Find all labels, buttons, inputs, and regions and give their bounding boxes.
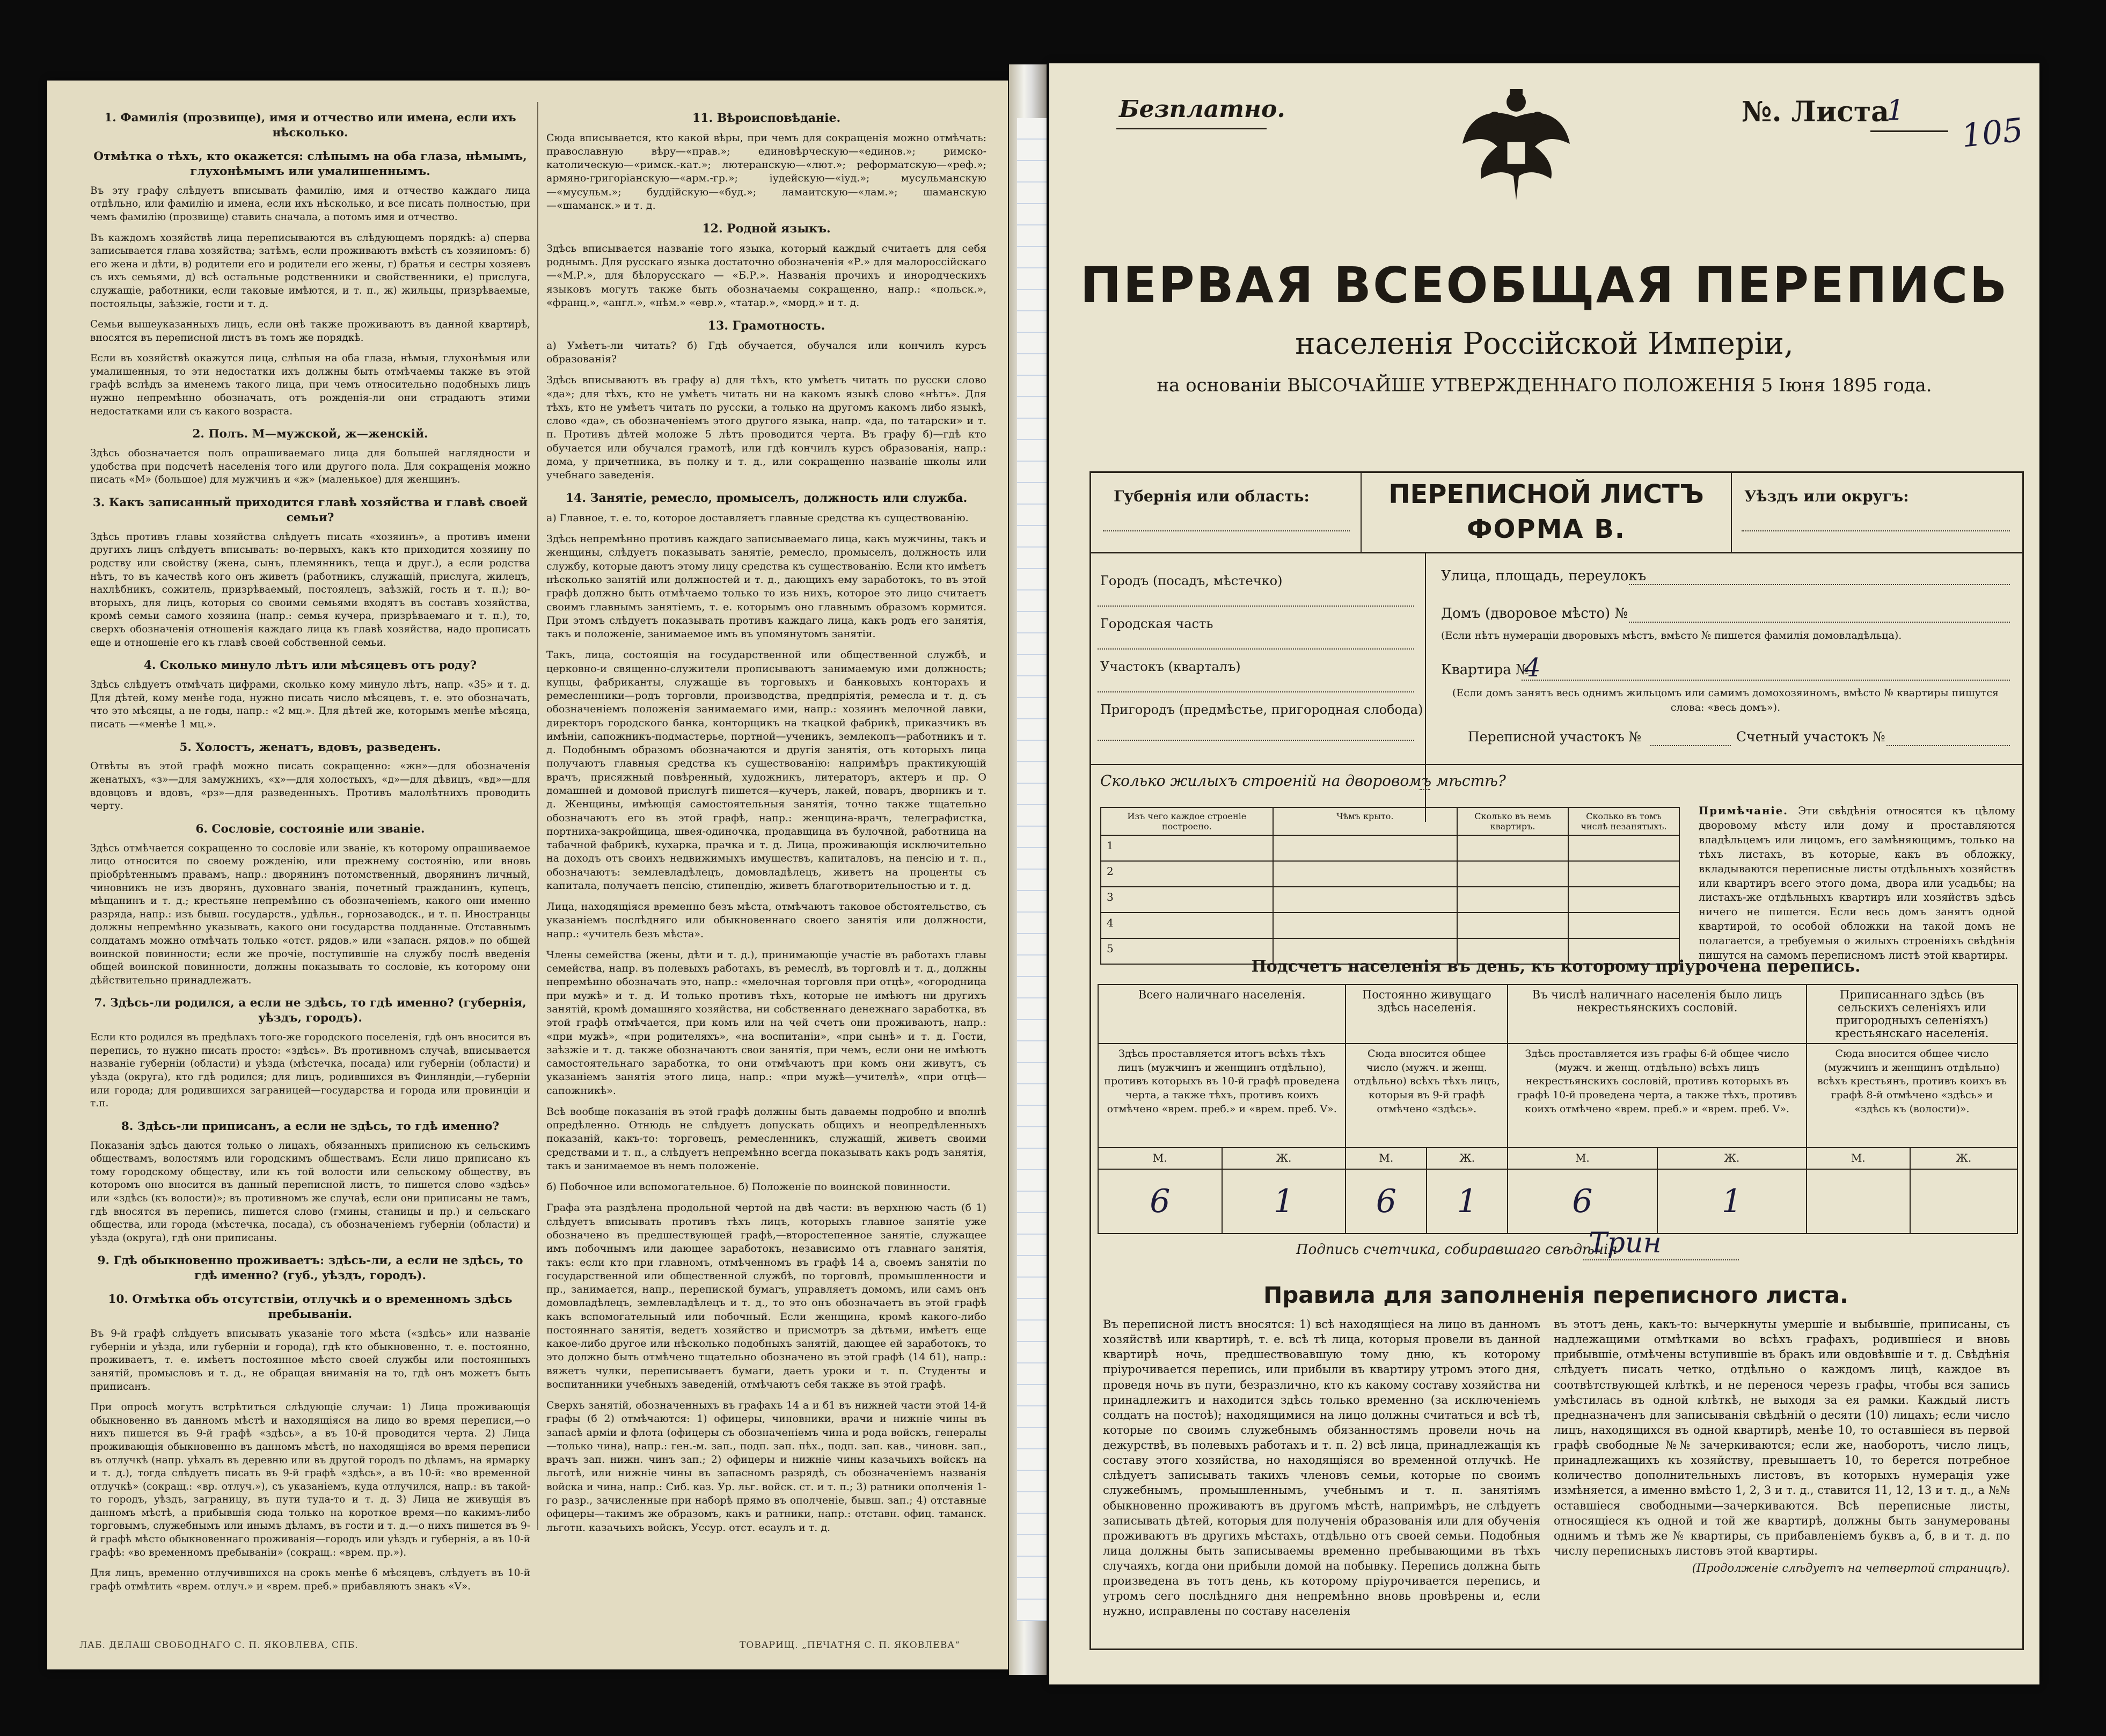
signature-field[interactable] [1583,1259,1739,1260]
house-field[interactable] [1629,622,2010,623]
buildings-cell[interactable] [1568,861,1679,887]
rules-title: Правила для заполненія переписного листа. [1263,1282,1848,1308]
enumerator-signature: Трин [1589,1227,1662,1259]
enumerator-signature-label: Подпись счетчика, собиравшаго свѣдѣнія [1296,1242,1618,1258]
street-label: Улица, площадь, переулокъ [1441,568,1647,584]
population-title: Подсчетъ населенія въ день, къ которому пріурочена перепись. [1251,957,1861,976]
instruction-paragraph: Въ 9-й графѣ слѣдуетъ вписывать указаніе того мѣста («здѣсь» или названіе губерніи и уѣзда, или губерніи и города), гдѣ кто обыкновенно, т. е. постоянно, проживаетъ, т. е. имѣетъ постоянное мѣсто своей службы или постоянныхъ занятій, промысловъ и т. д., не обращая вниманія на то, гдѣ онъ можетъ быть приписанъ. [90,1328,530,1392]
population-desc-present: Здѣсь проставляется итогъ всѣхъ тѣхъ лицъ (мужчинъ и женщинъ отдѣльно), противъ которыхъ въ 10-й графѣ проведена черта, а также тѣхъ, противъ коихъ отмѣчено «врем. преб.» и «врем. преб. V». [1098,1044,1346,1148]
instruction-paragraph: Семьи вышеуказанныхъ лицъ, если онѣ также проживаютъ въ данной квартирѣ, вносятся въ переписной листъ въ томъ же порядкѣ. [90,319,530,344]
form-header-divider [1731,471,1732,552]
province-label: Губернія или область: [1114,487,1310,505]
instruction-paragraph: Здѣсь вписываютъ въ графу а) для тѣхъ, кто умѣетъ читать по русски слово «да»; для тѣхъ, кто не умѣетъ читать ни на какомъ языкѣ слово «нѣтъ». Для тѣхъ, кто не умѣетъ читать по русски, а только на другомъ какомъ либо языкѣ, слово «да», съ обозначеніемъ этого другого языка, напр. «да, по татарски» и т. п. Противъ дѣтей моложе 5 лѣтъ проводится черта. Въ графу б)—гдѣ кто обучается или обучался грамотѣ, или гдѣ кончилъ курсъ образованія, напр.: дома, у причетника, въ полку и т. д., или сокращенно названіе школы или учебнаго заведенія. [546,374,986,482]
house-note: (Если нѣтъ нумераціи дворовыхъ мѣстъ, вмѣсто № пишется фамилія домовладѣльца). [1441,630,1902,641]
male-column-label: М. [1807,1148,1910,1169]
buildings-question: Сколько жилыхъ строеній на дворовомъ мѣстѣ? [1100,772,1506,790]
house-label: Домъ (дворовое мѣсто) № [1441,606,1628,622]
instruction-paragraph: Графа эта раздѣлена продольной чертой на двѣ части: въ верхнюю часть (б 1) слѣдуетъ вписывать противъ тѣхъ лицъ, которыхъ главное занятіе уже обозначено въ предшествующей графѣ,—второстепенное занятіе, служащее имъ побочнымъ или дающее заработокъ, независимо отъ главнаго занятія, такъ: если кто при главномъ, отмѣченномъ въ графѣ 14 а, своемъ занятіи по государственной или общественной службѣ, по торговлѣ, промышленности и пр., занимается, напр., перепиской бумагъ, управляетъ домомъ, или самъ онъ домовладѣлецъ, землевладѣлецъ и т. д., то это онъ обозначаетъ въ этой графѣ какъ вспомогательный или побочный. Если женщина, кромѣ какого-либо постояннаго занятія, ведетъ хозяйство и присмотръ за дѣтьми, имѣетъ еще какое-либо другое или нѣсколько подобныхъ занятій, дающее ей заработокъ, то это должно быть отмѣчено тщательно обозначено въ этой графѣ (14 б1), напр.: вяжетъ чулки, переписываетъ бумаги, даетъ уроки и т. п. Студенты и воспитанники учебныхъ заведеній, отмѣчаютъ себя также въ этой графѣ. [546,1202,986,1390]
suburb-label: Пригородъ (предмѣстье, пригородная слобода) [1100,702,1423,717]
female-column-label: Ж. [1657,1148,1807,1169]
population-desc-peasant: Сюда вносится общее число (мужчинъ и женщинъ отдѣльно) всѣхъ крестьянъ, противъ коихъ въ графѣ 8-й отмѣчено «здѣсь» и «здѣсь къ (волости)». [1807,1044,2017,1148]
peasant-female-count[interactable] [1910,1169,2017,1234]
instruction-paragraph: Отвѣты въ этой графѣ можно писать сокращенно: «жн»—для обозначенія женатыхъ, «з»—для замужнихъ, «х»—для холостыхъ, «д»—для дѣвицъ, «вд»—для вдовцовъ и вдовъ, «рз»—для разведенныхъ. Противъ малолѣтнихъ проводить черту. [90,761,530,812]
buildings-header-vacant: Сколько въ томъ числѣ незанятыхъ. [1568,807,1679,835]
instruction-paragraph: а) Умѣетъ-ли читать? б) Гдѣ обучается, обучался или кончилъ курсъ образованія? [546,339,986,365]
buildings-table [1100,807,1680,965]
population-table [1098,984,2018,1234]
instructions-column-1 [90,102,530,1601]
instruction-paragraph: Для лицъ, временно отлучившихся на срокъ менѣе 6 мѣсяцевъ, слѣдуетъ въ 10-й графѣ отмѣтить «врем. отлуч.» и «врем. преб.» прибавляютъ знакъ «V». [90,1567,530,1592]
instruction-paragraph: Лица, находящіяся временно безъ мѣста, отмѣчаютъ таковое обстоятельство, съ указаніемъ послѣдняго или обыкновеннаго своего занятія или должности, напр.: «учитель безъ мѣста». [546,901,986,940]
permanent-male-count[interactable]: 6 [1346,1169,1427,1234]
population-head-permanent: Постоянно живущаго здѣсь населенія. [1346,984,1508,1044]
instruction-heading: 12. Родной языкъ. [702,222,831,236]
instruction-paragraph: Здѣсь обозначается полъ опрашиваемаго лица для большей наглядности и удобства при подсчетѣ населенія того или другого пола. Для сокращенія можно писать «М» (большое) для мужчинъ и «ж» (маленькое) для женщинъ. [90,448,530,486]
census-legal-basis: на основаніи ВЫСОЧАЙШЕ УТВЕРЖДЕННАГО ПОЛОЖЕНІЯ 5 Іюня 1895 года. [1157,375,1932,396]
instruction-heading: 2. Полъ. М—мужской, ж—женскій. [192,427,428,441]
instruction-heading: 10. Отмѣтка объ отсутствіи, отлучкѣ и о временномъ здѣсь пребываніи. [108,1293,513,1322]
instruction-paragraph: Сюда вписывается, кто какой вѣры, при чемъ для сокращенія можно отмѣчать: православную вѣру—«прав.»; единовѣрческую—«единов.»; римско-католическую—«римск.-кат.»; лютеранскую—«лют.»; реформатскую—«реф.»; армяно-григоріанскую—«арм.-гр.»; іудейскую—«іуд.»; мусульманскую—«мусульм.»; буддійскую—«буд.»; ламаитскую—«лам.»; шаманскую—«шаманск.» и т. д. [546,132,986,211]
instructions-page [47,81,1008,1669]
permanent-female-count[interactable]: 1 [1427,1169,1508,1234]
instruction-paragraph: Въ эту графу слѣдуетъ вписывать фамилію, имя и отчество каждаго лица отдѣльно, или фамилію и имена, если ихъ нѣсколько, и все писать полностью, при чемъ фамилію (прозвище) ставить сначала, а потомъ имя и отчество. [90,185,530,223]
instruction-heading: 8. Здѣсь-ли приписанъ, а если не здѣсь, то гдѣ именно? [121,1119,500,1133]
buildings-row-number: 1 [1101,835,1273,861]
ruled-paper-strip [1017,118,1047,1621]
instruction-paragraph: Если кто родился въ предѣлахъ того-же городского поселенія, гдѣ онъ вносится въ перепись, то нужно писать просто: «здѣсь». Въ противномъ случаѣ, вписывается названіе губерніи (области) и уѣзда (мѣстечка, посада) или губерніи (области) и уѣзда (округа), кто гдѣ родился; для лицъ, родившихся въ Финляндіи,—губерніи или города; для родившихся заграницей—государства и города или провинціи и т.п. [90,1032,530,1110]
buildings-note-title: Примѣчаніе. [1699,805,1788,817]
sheet-number-label: №. Листа [1742,96,1889,128]
nonpeasant-male-count[interactable]: 6 [1508,1169,1657,1234]
male-column-label: М. [1346,1148,1427,1169]
instruction-paragraph: Сверхъ занятій, обозначенныхъ въ графахъ 14 а и б1 въ нижней части этой 14-й графы (б 2) отмѣчаются: 1) офицеры, чиновники, врачи и нижніе чины въ запасѣ арміи и флота (офицеры съ обозначеніемъ чина и рода войскъ, генералы—только чина), напр.: ген.-м. зап., подп. зап. пѣх., подп. зап. кав., чиновн. зап., врачъ зап. нижн. чинъ зап.; 2) офицеры и нижніе чины казачьихъ войскъ на льготѣ, или нижніе чины въ запасномъ разрядѣ, съ обозначеніемъ названія войска и чина, напр.: Сиб. каз. Ур. льг. войск. ст. и т. п.; 3) ратники ополченія 1-го разр., зачисленные при наборѣ прямо въ ополченіе, бывш. зап.; 4) отставные офицеры—такимъ же образомъ, какъ и ратники, напр.: отставн. офиц. таманск. льготн. казачьихъ войскъ, Уссур. отст. есаулъ и т. д. [546,1399,986,1534]
sheet-number-value: 1 [1886,94,1905,127]
instruction-paragraph: Такъ, лица, состоящія на государственной или общественной службѣ, и церковно-и священно-служители прописываютъ занимаемую ими должность; купцы, фабриканты, служащіе въ торговыхъ и банковыхъ конторахъ и ремесленники—родъ торговли, производства, предпріятія, ремесла и т. д. съ обозначеніемъ положенія занимаемаго ими, напр.: хозяинъ мелочной лавки, директоръ городского банка, конторщикъ на ткацкой фабрикѣ, приказчикъ въ имѣніи, сапожникъ-подмастерье, портной—ученикъ, землекопъ—работникъ и т. д. Подобнымъ образомъ обозначаются и другія занятія, отъ которыхъ лица получаютъ главныя средства къ существованію: напримѣръ практикующій врачъ, присяжный повѣренный, художникъ, литераторъ, актеръ и пр. О домашней и домовой прислугѣ пишется—кучеръ, лакей, поваръ, дворникъ и т. д. Женщины, имѣющія самостоятельныя занятія, точно также тщательно обозначаютъ его въ этой графѣ, напр.: женщина-врачъ, телеграфистка, портниха-закройщица, швея-одиночка, продавщица въ булочной, работница на табачной фабрикѣ, кухарка, прачка и т. д. Лица, проживающія исключительно на доходъ отъ своихъ недвижимыхъ имуществъ, капиталовъ, на пенсію и т. п., обозначаютъ: землевладѣлецъ, домовладѣлецъ, живетъ на проценты съ капитала, получаетъ пенсію, стипендію, живетъ благотворительностью и т. д. [546,649,986,892]
instruction-heading: 4. Сколько минуло лѣтъ или мѣсяцевъ отъ роду? [143,659,477,673]
female-column-label: Ж. [1910,1148,2017,1169]
buildings-cell[interactable] [1457,835,1568,861]
column-divider [537,102,538,1530]
address-bottom-rule [1089,764,2022,765]
city-field[interactable] [1098,606,1414,607]
census-precinct-field[interactable] [1650,745,1731,746]
buildings-header-apartments: Сколько въ немъ квартиръ. [1457,807,1568,835]
free-label: Безплатно. [1119,96,1285,123]
instruction-heading: 13. Грамотность. [707,319,825,333]
count-precinct-field[interactable] [1886,745,2010,746]
male-column-label: М. [1098,1148,1222,1169]
suburb-field[interactable] [1098,740,1414,741]
buildings-header-material: Изъ чего каждое строеніе построено. [1101,807,1273,835]
buildings-cell[interactable] [1457,861,1568,887]
buildings-count-field[interactable] [1420,789,1430,790]
apartment-label: Квартира № [1441,662,1529,678]
instruction-paragraph: Здѣсь непремѣнно противъ каждаго записываемаго лица, какъ мужчины, такъ и женщины, слѣдуетъ показывать занятіе, ремесло, промыселъ, должность или службу, которые даютъ этому лицу средства къ существованію. Если кто имѣетъ нѣсколько занятій или должностей и т. д., дающихъ ему заработокъ, то въ этой графѣ должно быть отмѣчаемо только то изъ нихъ, которое это лицо считаетъ своимъ главнымъ занятіемъ, т. е. которымъ оно главнымъ образомъ кормится. При этомъ слѣдуетъ показывать противъ каждаго лица, какъ родъ его занятія, такъ и положеніе, занимаемое имъ въ упомянутомъ занятіи. [546,533,986,640]
instruction-paragraph: При опросѣ могутъ встрѣтиться слѣдующіе случаи: 1) Лица проживающія обыкновенно въ данномъ мѣстѣ и находящіяся на лицо во время переписи,—о нихъ пишется въ 9-й графѣ «здѣсь», а въ 10-й проводится черта. 2) Лица проживающія обыкновенно въ данномъ мѣстѣ, но находящіяся во время переписи въ отлучкѣ (напр. уѣхалъ въ деревню или въ другой городъ по дѣламъ, на ярмарку и т. д.), тогда слѣдуетъ писать въ 9-й графѣ «здѣсь», а въ 10-й: «во временной отлучкѣ» (сокращ.: «вр. отлуч.»), съ указаніемъ, куда отлучился, напр.: въ такой-то городъ, уѣздъ, заграницу, въ пути туда-то и т. д. 3) Лица не живущія въ данномъ мѣстѣ, а прибывшія сюда только на короткое время—по какимъ-либо торговымъ, служебнымъ или инымъ дѣламъ, въ гости и т. д.—о нихъ пишется въ 9-й графѣ мѣсто обыкновеннаго проживанія—городъ или уѣздъ и губернія, а въ 10-й графѣ: «во временномъ пребываніи» (сокращ.: «врем. пр.»). [90,1402,530,1558]
city-part-label: Городская часть [1100,616,1213,631]
instruction-heading: 5. Холостъ, женатъ, вдовъ, разведенъ. [179,740,441,754]
archive-number: 105 [1959,111,2025,155]
instruction-heading: 9. Гдѣ обыкновенно проживаетъ: здѣсь-ли, а если не здѣсь, то гдѣ именно? (губ., уѣздъ, городъ). [97,1254,523,1283]
count-precinct-label: Счетный участокъ № [1736,729,1885,745]
instruction-heading: 3. Какъ записанный приходится главѣ хозяйства и главѣ своей семьи? [92,495,528,524]
sheet-number-underline [1870,130,1948,132]
instruction-heading: 1. Фамилія (прозвище), имя и отчество или имена, если ихъ нѣсколько. [104,111,516,140]
population-desc-permanent: Сюда вносится общее число (мужч. и женщ. отдѣльно) всѣхъ тѣхъ лицъ, которыя въ 9-й графѣ отмѣчено «здѣсь». [1346,1044,1508,1148]
buildings-header-roof: Чѣмъ крыто. [1273,807,1457,835]
census-form-page [1049,63,2039,1684]
rules-right-text: въ этотъ день, какъ-то: вычеркнуты умершіе и выбывшіе, приписаны, съ надлежащими отмѣтками во всѣхъ графахъ, родившіеся и вновь прибывшіе, отмѣчены вступившіе въ бракъ или овдовѣвшіе и т. д. Свѣдѣнія слѣдуетъ писать четко, отдѣльно о каждомъ лицѣ, каждое въ соотвѣтствующей клѣткѣ, и не перенося черезъ графы, чтобы вся запись умѣстилась въ одной клѣткѣ, не выходя за ея рамки. Каждый листъ предназначенъ для записыванія свѣдѣній о десяти (10) лицахъ; если число лицъ, находящихся въ одной квартирѣ, менѣе 10, то оставшіеся въ первой графѣ свободные №№ зачеркиваются; если же, наоборотъ, число лицъ, принадлежащихъ къ хозяйству, превышаетъ 10, то берется потребное количество дополнительныхъ листовъ, въ которыхъ нумерація уже измѣняется, а именно вмѣсто 1, 2, 3 и т. д., ставится 11, 12, 13 и т. д., а №№ оставшіеся свободными—зачеркиваются. Всѣ переписные листы, относящіеся къ одной и той же квартирѣ, должны быть занумерованы однимъ и тѣмъ же № квартиры, съ прибавленіемъ буквъ а, б, в и т. д. по числу переписныхъ листовъ этой квартиры. [1554,1318,2010,1557]
apartment-value: 4 [1524,653,1541,683]
population-head-peasant: Приписаннаго здѣсь (въ сельскихъ селеніяхъ или пригородныхъ селеніяхъ) крестьянскаго населенія. [1807,984,2017,1044]
city-label: Городъ (посадъ, мѣстечко) [1100,573,1283,588]
buildings-cell[interactable] [1457,913,1568,938]
instruction-paragraph: Члены семейства (жены, дѣти и т. д.), принимающіе участіе въ работахъ главы семейства, напр. въ полевыхъ работахъ, въ ремеслѣ, въ торговлѣ и т. д., должны непремѣнно обозначать это, напр.: «мелочная торговля при отцѣ», «огородница при мужѣ» и т. д. И только противъ тѣхъ, которые не имѣютъ ни другихъ занятій, кромѣ домашняго хозяйства, ни собственнаго денежнаго заработка, въ этой графѣ отмѣчается, при комъ или на чей счетъ они проживаютъ, напр.: «при мужѣ», «при родителяхъ», «на воспитаніи», «при сынѣ» и т. д. Гости, заѣзжіе и т. д. также обозначаютъ свои занятія, при чемъ, если они не имѣютъ самостоятельнаго заработка, то они отмѣчаютъ при комъ они живутъ, съ указаніемъ занятія этого лица, напр.: «при мужѣ—учителѣ», «при отцѣ—сапожникѣ». [546,949,986,1097]
population-desc-nonpeasant: Здѣсь проставляется изъ графы 6-й общее число (мужч. и женщ. отдѣльно) всѣхъ лицъ некрестьянскихъ сословій, противъ которыхъ въ графѣ 10-й проведена черта, а также тѣхъ, противъ коихъ отмѣчено «врем. преб.» и «врем. преб. V». [1508,1044,1807,1148]
male-column-label: М. [1508,1148,1657,1169]
buildings-cell[interactable] [1273,887,1457,913]
buildings-cell[interactable] [1568,835,1679,861]
population-head-present: Всего наличнаго населенія. [1098,984,1346,1044]
buildings-cell[interactable] [1273,861,1457,887]
district-field[interactable] [1742,530,2010,531]
buildings-cell[interactable] [1568,887,1679,913]
instruction-paragraph: Здѣсь противъ главы хозяйства слѣдуетъ писать «хозяинъ», а противъ имени другихъ лицъ слѣдуетъ вписывать: во-первыхъ, какъ кто приходится хозяину по родству или свойству (жена, сынъ, племянникъ, теща и друг.), а если родства нѣтъ, то въ качествѣ кого онъ живетъ (работникъ, служащій, прислуга, жилецъ, нахлѣбникъ, сожитель, призрѣваемый, постоялецъ, заѣзжій, гость и т. п.); во-вторыхъ, для лицъ, которыя со своими семьями входятъ въ составъ хозяйства, кромѣ семьи самого хозяина (напр.: семья кучера, призрѣваемаго и т. п.), то, сверхъ обозначенія отношенія каждаго лица къ главѣ хозяйства, надо прописать еще и отношеніе его къ главѣ своей собственной семьи. [90,531,530,648]
female-column-label: Ж. [1222,1148,1346,1169]
instruction-heading: Отмѣтка о тѣхъ, кто окажется: слѣпымъ на оба глаза, нѣмымъ, глухонѣмымъ или умалишеннымъ. [93,149,527,178]
buildings-row-number: 4 [1101,913,1273,938]
apartment-field[interactable] [1522,680,2010,681]
city-part-field[interactable] [1098,648,1414,650]
precinct-field[interactable] [1098,691,1414,692]
rules-left-column [1103,1317,1540,1619]
double-headed-eagle-icon [1457,85,1575,208]
present-male-count[interactable]: 6 [1098,1169,1222,1234]
instruction-heading: 6. Сословіе, состояніе или званіе. [195,822,425,836]
apartment-note: (Если домъ занятъ весь однимъ жильцомъ или самимъ домохозяиномъ, вмѣсто № квартиры пишутся слова: «весь домъ»). [1452,687,1999,713]
rules-left-text: Въ переписной листъ вносятся: 1) всѣ находящіеся на лицо въ данномъ хозяйствѣ или квартирѣ, т. е. всѣ тѣ лица, которыя провели въ данной квартирѣ ночь, предшествовавшую тому дню, къ которому пріурочивается перепись, или прибыли въ квартиру утромъ этого дня, проведя ночь въ пути, безразлично, кто къ какому составу хозяйства ни принадлежитъ и находится здѣсь только временно (за исключеніемъ солдатъ на постоѣ); находящимися на лицо должны считаться и всѣ тѣ, которые по своимъ служебнымъ обязанностямъ провели ночь на дежурствѣ, въ полевыхъ работахъ и т. п. 2) всѣ лица, принадлежащія къ составу этого хозяйства, но находящіяся во временной отлучкѣ. Не слѣдуетъ записывать такихъ членовъ семьи, которые по своимъ служебнымъ, промышленнымъ, учебнымъ и т. п. занятіямъ обыкновенно проживаютъ въ другомъ мѣстѣ, напримѣръ, не слѣдуетъ записывать дѣтей, которыя для полученія образованія или для обученія проживаютъ въ другихъ мѣстахъ, отдѣльно отъ своей семьи. Подобныя лица должны быть записываемы временно пребывающими въ тѣхъ случаяхъ, когда они прибыли домой на побывку. Перепись должна быть произведена въ тотъ день, къ которому пріурочивается перепись, и утромъ сего послѣдняго дня непремѣнно вновь провѣрены и, если нужно, исправлены по составу населенія [1103,1318,1540,1618]
census-precinct-label: Переписной участокъ № [1468,729,1642,745]
buildings-row-number: 3 [1101,887,1273,913]
buildings-cell[interactable] [1273,835,1457,861]
rules-right-column [1554,1317,2010,1575]
instruction-paragraph: Здѣсь слѣдуетъ отмѣчать цифрами, сколько кому минуло лѣтъ, напр. «35» и т. д. Для дѣтей, кому менѣе года, нужно писать число мѣсяцевъ, т. е. это обозначать, что это мѣсяцы, а не годы, напр.: «2 мц.». Для дѣтей же, которымъ менѣе мѣсяца, писать —«менѣе 1 мц.». [90,679,530,730]
nonpeasant-female-count[interactable]: 1 [1657,1169,1807,1234]
province-field[interactable] [1103,530,1350,531]
printer-imprint-left: ЛАБ. ДЕЛАШ СВОБОДНАГО С. П. ЯКОВЛЕВА, СПБ. [79,1640,359,1651]
female-column-label: Ж. [1427,1148,1508,1169]
form-header-bottom [1089,552,2022,553]
census-subtitle: населенія Россійской Имперіи, [1295,326,1794,361]
buildings-cell[interactable] [1273,913,1457,938]
peasant-male-count[interactable] [1807,1169,1910,1234]
instruction-paragraph: Здѣсь отмѣчается сокращенно то сословіе или званіе, къ которому опрашиваемое лицо относится по своему рожденію, или прежнему состоянію, или вновь пріобрѣтеннымъ правамъ, напр.: дворянинъ потомственный, дворянинъ личный, чиновникъ не изъ дворянъ, духовнаго званія, почетный гражданинъ, купецъ, мѣщанинъ и т. д.; крестьяне непремѣнно съ обозначеніемъ, какого они именно разряда, напр.: изъ бывш. государств., удѣльн., горнозаводск., и т. п. Иностранцы должны непремѣнно указывать, какого они государства подданные. Отставнымъ солдатамъ можно отмѣчать только «отст. рядов.» или «запасн. рядов.» по общей воинской повинности; если же прочіе, поступившіе на службу послѣ введенія общей воинской повинности, должны показывать то сословіе, къ которому они дѣйствительно принадлежатъ. [90,842,530,986]
instruction-paragraph: а) Главное, т. е. то, которое доставляетъ главные средства къ существованію. [546,512,969,524]
instruction-paragraph: Если въ хозяйствѣ окажутся лица, слѣпыя на оба глаза, нѣмыя, глухонѣмыя или умалишенныя, то эти недостатки ихъ должны быть отмѣчаемы также въ этой графѣ вслѣдъ за именемъ такого лица, при чемъ относительно подобныхъ лицъ нужно непремѣнно обозначать, отъ рожденія-ли они страдаютъ этими недостатками или съ какого возраста. [90,353,530,417]
present-female-count[interactable]: 1 [1222,1169,1346,1234]
buildings-cell[interactable] [1568,913,1679,938]
instruction-paragraph: Показанія здѣсь даются только о лицахъ, обязанныхъ приписною къ сельскимъ обществамъ, волостямъ или городскимъ обществамъ. Если лицо приписано къ тому городскому обществу, или къ той волости или сельскому обществу, въ которомъ оно вносится въ данный переписной листъ, то пишется слово «здѣсь» или «здѣсь (къ волости)»; въ противномъ же случаѣ, если они приписаны не тамъ, гдѣ вносятся въ перепись, пишется слово (гмины, станицы и пр.) и сельскаго общества, или города (мѣстечка, посада), съ обозначеніемъ губерніи (области) и уѣзда (округа), гдѣ они приписаны. [90,1140,530,1244]
district-label: Уѣздъ или округъ: [1744,487,1909,505]
form-title: ФОРМА В. [1466,514,1626,544]
population-head-nonpeasant: Въ числѣ наличнаго населенія было лицъ некрестьянскихъ сословій. [1508,984,1807,1044]
instruction-paragraph: б) Побочное или вспомогательное. б) Положеніе по воинской повинности. [546,1181,951,1193]
free-label-underline [1116,128,1267,129]
instructions-column-2 [546,102,986,1542]
buildings-row-number: 5 [1101,938,1273,964]
buildings-note-text: Эти свѣдѣнія относятся къ цѣлому дворовому мѣсту или дому и проставляются владѣльцемъ или лицомъ, его замѣняющимъ, только на тѣхъ листахъ, въ которые, какъ въ обложку, вкладываются переписные листы отдѣльныхъ хозяйствъ или квартиръ всего этого дома, двора или усадьбы; на листахъ-же отдѣльныхъ квартиръ или хозяйствъ здѣсь ничего не пишется. Если весь домъ занятъ одной квартирой, то особой обложки на такой домъ не полагается, а требуемыя о жилыхъ строеніяхъ свѣдѣнія пишутся на самомъ переписномъ листѣ этой квартиры. [1699,805,2015,962]
sheet-title: ПЕРЕПИСНОЙ ЛИСТЪ [1388,479,1704,509]
instruction-paragraph: Всѣ вообще показанія въ этой графѣ должны быть даваемы подробно и вполнѣ опредѣленно. Отнюдь не слѣдуетъ допускать общихъ и неопредѣленныхъ показаній, какъ-то: торговецъ, ремесленникъ, служащій, живетъ своими средствами и т. п., а слѣдуетъ непремѣнно всегда показывать какъ родъ занятія, такъ и занимаемое въ немъ положеніе. [546,1105,986,1172]
rules-continuation: (Продолженіе слѣдуетъ на четвертой страницѣ). [1692,1562,2010,1574]
instruction-heading: 11. Вѣроисповѣданіе. [692,111,841,125]
census-main-title: ПЕРВАЯ ВСЕОБЩАЯ ПЕРЕПИСЬ [1080,257,2009,314]
buildings-row-number: 2 [1101,861,1273,887]
buildings-cell[interactable] [1457,887,1568,913]
instruction-paragraph: Здѣсь вписывается названіе того языка, который каждый считаетъ для себя роднымъ. Для русскаго языка достаточно обозначенія «Р.» для малороссійскаго—«М.Р.», для бѣлорусскаго — «Б.Р.». Названія прочихъ и инородческихъ языковъ могутъ также быть обозначаемы сокращенно, напр.: «польск.», «франц.», «англ.», «нѣм.» «евр.», «татар.», «морд.» и т. д. [546,242,986,309]
printer-imprint-right: ТОВАРИЩ. „ПЕЧАТНЯ С. П. ЯКОВЛЕВА“ [740,1640,960,1651]
instruction-heading: 7. Здѣсь-ли родился, а если не здѣсь, то гдѣ именно? (губернія, уѣздъ, городъ). [94,996,526,1025]
buildings-note [1699,804,2015,963]
precinct-label: Участокъ (кварталъ) [1100,659,1241,674]
street-field[interactable] [1629,584,2010,585]
instruction-paragraph: Въ каждомъ хозяйствѣ лица переписываются въ слѣдующемъ порядкѣ: а) сперва записывается глава хозяйства; затѣмъ, если проживаютъ вмѣстѣ съ хозяиномъ: б) его жена и дѣти, в) родители его и родители его жены, г) братья и сестры хозяевъ съ ихъ семьями, д) всѣ остальные родственники и свойственники, е) прислуга, служащіе, работники, если таковые имѣются, и т. п., ж) жильцы, призрѣваемые, постояльцы, заѣзжіе, гости и т. д. [90,232,530,310]
instruction-heading: 14. Занятіе, ремесло, промыселъ, должность или служба. [565,491,968,506]
